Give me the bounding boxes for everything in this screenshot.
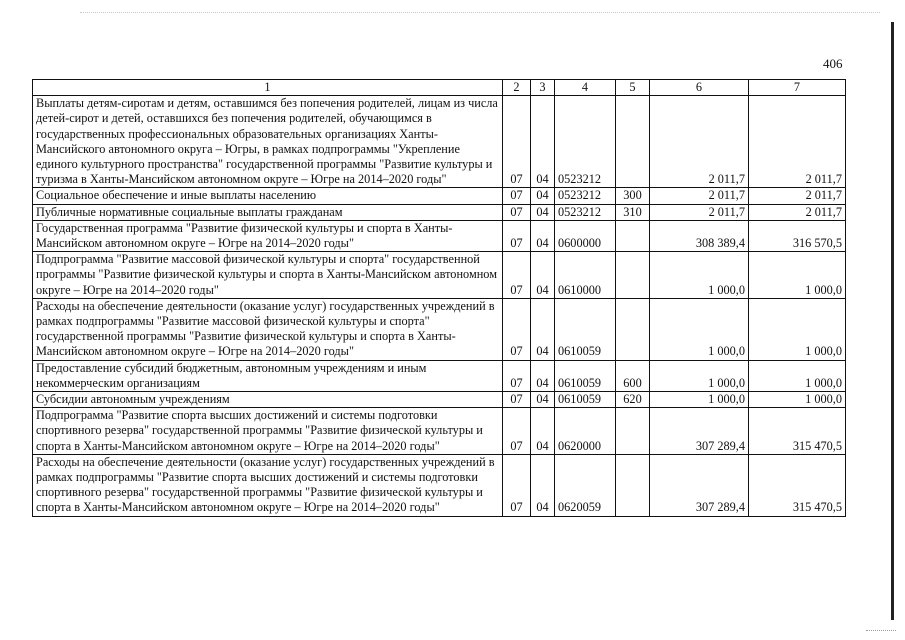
- table-row: [33, 188, 846, 204]
- row-subsection: 04: [531, 408, 555, 455]
- table-row: [33, 220, 846, 251]
- row-target-code: 0610059: [555, 298, 616, 360]
- row-name: Выплаты детям-сиротам и детям, оставшимся без попечения родителей, лицам из числа детей-сирот и детей, оставшихся без попечения родителей, обучающимся в государственных профессиональных образовательных организациях Ханты-Мансийского автономного округа – Югры, в рамках подпрограммы "Укрепление единого культурного пространства" государственной программы "Развитие культуры и туризма в Ханты-Мансийском автономном округе – Югре на 2014–2020 годы": [33, 96, 503, 188]
- row-amount-col7: 2 011,7: [749, 188, 846, 204]
- row-name: Подпрограмма "Развитие спорта высших достижений и системы подготовки спортивного резерва" государственной программы "Развитие физической культуры и спорта в Ханты-Мансийском автономном округе – Югре на 2014–2020 годы": [33, 408, 503, 455]
- row-section: 07: [503, 392, 531, 408]
- row-name: Субсидии автономным учреждениям: [33, 392, 503, 408]
- header-col-5: 5: [616, 80, 650, 96]
- row-amount-col6: 307 289,4: [650, 454, 749, 516]
- row-amount-col6: 308 389,4: [650, 220, 749, 251]
- scan-artifact-line: [80, 12, 880, 14]
- row-name: Государственная программа "Развитие физической культуры и спорта в Ханты-Мансийском автономном округе – Югре на 2014–2020 годы": [33, 220, 503, 251]
- row-amount-col6: 307 289,4: [650, 408, 749, 455]
- row-amount-col7: 315 470,5: [749, 454, 846, 516]
- row-amount-col7: 1 000,0: [749, 392, 846, 408]
- row-amount-col6: 1 000,0: [650, 360, 749, 391]
- page-edge-rule: [891, 22, 894, 620]
- table-row: [33, 298, 846, 360]
- row-subsection: 04: [531, 392, 555, 408]
- row-amount-col7: 1 000,0: [749, 298, 846, 360]
- row-section: 07: [503, 252, 531, 299]
- row-amount-col6: 2 011,7: [650, 96, 749, 188]
- row-amount-col7: 1 000,0: [749, 360, 846, 391]
- row-amount-col6: 1 000,0: [650, 298, 749, 360]
- page-number: 406: [823, 56, 843, 71]
- row-subsection: 04: [531, 454, 555, 516]
- row-expense-type: [616, 454, 650, 516]
- row-target-code: 0610059: [555, 360, 616, 391]
- row-amount-col6: 2 011,7: [650, 188, 749, 204]
- table-row: [33, 392, 846, 408]
- table-row: [33, 454, 846, 516]
- table-row: [33, 360, 846, 391]
- row-target-code: 0610000: [555, 252, 616, 299]
- row-target-code: 0523212: [555, 96, 616, 188]
- row-subsection: 04: [531, 298, 555, 360]
- row-expense-type: [616, 298, 650, 360]
- row-name: Расходы на обеспечение деятельности (оказание услуг) государственных учреждений в рамках подпрограммы "Развитие массовой физической культуры и спорта" государственной программы "Развитие физической культуры и спорта в Ханты-Мансийском автономном округе – Югре на 2014–2020 годы": [33, 298, 503, 360]
- row-expense-type: [616, 408, 650, 455]
- row-name: Публичные нормативные социальные выплаты гражданам: [33, 204, 503, 220]
- row-name: Социальное обеспечение и иные выплаты населению: [33, 188, 503, 204]
- row-amount-col6: 1 000,0: [650, 392, 749, 408]
- table-row: [33, 96, 846, 188]
- row-section: 07: [503, 204, 531, 220]
- row-target-code: 0523212: [555, 204, 616, 220]
- row-subsection: 04: [531, 204, 555, 220]
- row-expense-type: 300: [616, 188, 650, 204]
- row-expense-type: 600: [616, 360, 650, 391]
- table-row: [33, 252, 846, 299]
- row-section: 07: [503, 360, 531, 391]
- row-amount-col7: 1 000,0: [749, 252, 846, 299]
- row-target-code: 0523212: [555, 188, 616, 204]
- row-amount-col7: 316 570,5: [749, 220, 846, 251]
- row-amount-col6: 1 000,0: [650, 252, 749, 299]
- row-section: 07: [503, 220, 531, 251]
- budget-table: [32, 79, 846, 517]
- row-section: 07: [503, 454, 531, 516]
- row-section: 07: [503, 408, 531, 455]
- row-subsection: 04: [531, 220, 555, 251]
- row-amount-col7: 2 011,7: [749, 96, 846, 188]
- table-row: [33, 204, 846, 220]
- row-expense-type: [616, 220, 650, 251]
- row-amount-col7: 2 011,7: [749, 204, 846, 220]
- header-col-2: 2: [503, 80, 531, 96]
- header-col-7: 7: [749, 80, 846, 96]
- row-subsection: 04: [531, 188, 555, 204]
- row-subsection: 04: [531, 96, 555, 188]
- row-target-code: 0620059: [555, 454, 616, 516]
- row-section: 07: [503, 298, 531, 360]
- row-expense-type: [616, 252, 650, 299]
- table-row: [33, 408, 846, 455]
- row-target-code: 0600000: [555, 220, 616, 251]
- row-name: Подпрограмма "Развитие массовой физической культуры и спорта" государственной программы "Развитие физической культуры и спорта в Ханты-Мансийском автономном округе – Югре на 2014–2020 годы": [33, 252, 503, 299]
- row-target-code: 0610059: [555, 392, 616, 408]
- row-expense-type: [616, 96, 650, 188]
- table-header-row: [33, 80, 846, 96]
- row-name: Расходы на обеспечение деятельности (оказание услуг) государственных учреждений в рамках подпрограммы "Развитие спорта высших достижений и системы подготовки спортивного резерва" государственной программы "Развитие физической культуры и спорта в Ханты-Мансийском автономном округе – Югре на 2014–2020 годы": [33, 454, 503, 516]
- row-subsection: 04: [531, 360, 555, 391]
- row-section: 07: [503, 96, 531, 188]
- row-subsection: 04: [531, 252, 555, 299]
- row-amount-col7: 315 470,5: [749, 408, 846, 455]
- row-section: 07: [503, 188, 531, 204]
- row-expense-type: 620: [616, 392, 650, 408]
- row-amount-col6: 2 011,7: [650, 204, 749, 220]
- header-col-4: 4: [555, 80, 616, 96]
- row-name: Предоставление субсидий бюджетным, автономным учреждениям и иным некоммерческим организациям: [33, 360, 503, 391]
- header-col-1: 1: [33, 80, 503, 96]
- scan-artifact-mark: [866, 630, 896, 632]
- row-expense-type: 310: [616, 204, 650, 220]
- header-col-3: 3: [531, 80, 555, 96]
- row-target-code: 0620000: [555, 408, 616, 455]
- header-col-6: 6: [650, 80, 749, 96]
